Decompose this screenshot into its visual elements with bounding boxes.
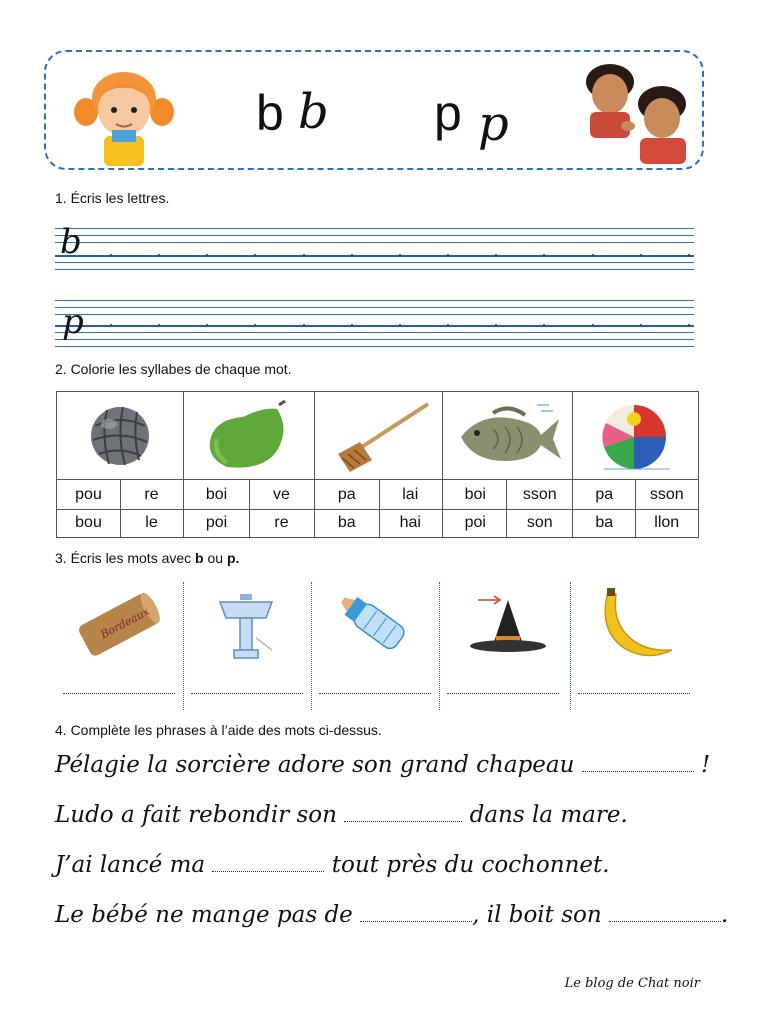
syllable-column-5: [573, 392, 698, 537]
girl-illustration: [64, 60, 179, 168]
syllable-table: [56, 391, 699, 538]
syllable-cell[interactable]: ba: [595, 514, 614, 531]
syllable-cell[interactable]: son: [526, 514, 553, 531]
sentence-blank[interactable]: [582, 770, 694, 772]
syllable-column-2: [184, 392, 315, 537]
syllable-cell[interactable]: re: [274, 514, 289, 531]
syllable-column-3: [315, 392, 443, 537]
section-1-title: 1. Écris les lettres.: [55, 190, 170, 206]
syllable-cell[interactable]: lai: [402, 486, 419, 503]
syllable-cell[interactable]: pou: [75, 486, 102, 503]
syllable-cell[interactable]: bou: [75, 514, 102, 531]
ballon-icon: [596, 399, 676, 473]
model-letter-p: p: [62, 302, 84, 342]
poire-icon: [203, 397, 295, 475]
sentence-1: Pélagie la sorcière adore son grand chapeau !: [55, 752, 711, 778]
bouchon-icon: [76, 588, 160, 660]
syllable-column-4: [443, 392, 573, 537]
letter-p-print: p: [434, 85, 462, 141]
syllable-cell[interactable]: ve: [273, 486, 290, 503]
section-4-title: 4. Complète les phrases à l’aide des mots ci-dessus.: [55, 722, 382, 738]
syllable-cell[interactable]: llon: [654, 514, 680, 531]
syllable-cell[interactable]: boi: [205, 486, 228, 503]
sentence-4: Le bébé ne mange pas de , il boit son .: [55, 902, 729, 928]
banane-icon: [594, 586, 676, 662]
boys-illustration: [580, 60, 698, 166]
divider: [311, 582, 312, 710]
syllable-column-1: [57, 392, 184, 537]
letter-b-cursive: b: [298, 84, 329, 140]
syllable-cell[interactable]: poi: [205, 514, 228, 531]
answer-blank[interactable]: [578, 692, 690, 694]
syllable-cell[interactable]: poi: [464, 514, 486, 531]
section-3-title: 3. Écris les mots avec b ou p.: [55, 550, 240, 566]
letter-b-print: b: [256, 85, 284, 141]
syllable-cell[interactable]: hai: [399, 514, 421, 531]
balai-icon: [324, 398, 434, 474]
divider: [439, 582, 440, 710]
syllable-cell[interactable]: sson: [522, 486, 557, 503]
sentence-2: Ludo a fait rebondir son dans la mare.: [55, 802, 628, 828]
syllable-cell[interactable]: le: [145, 514, 158, 531]
sentence-blank[interactable]: [609, 920, 721, 922]
divider: [570, 582, 571, 710]
model-letter-b: b: [60, 222, 82, 262]
letter-p-cursive: p: [478, 96, 509, 152]
svg-text:Bordeaux: Bordeaux: [98, 604, 152, 642]
chapeau-icon: [466, 592, 546, 656]
sentence-blank[interactable]: [344, 820, 462, 822]
answer-blank[interactable]: [191, 692, 303, 694]
syllable-cell[interactable]: pa: [595, 486, 614, 503]
sentence-blank[interactable]: [360, 920, 472, 922]
footer-credit: Le blog de Chat noir: [564, 976, 700, 991]
sentence-blank[interactable]: [212, 870, 324, 872]
biberon-icon: [334, 588, 420, 664]
poisson-icon: [453, 399, 563, 473]
answer-blank[interactable]: [447, 692, 559, 694]
answer-blank[interactable]: [63, 692, 175, 694]
syllable-cell[interactable]: boi: [464, 486, 486, 503]
syllable-cell[interactable]: sson: [649, 486, 684, 503]
lavabo-icon: [216, 588, 276, 662]
answer-blank[interactable]: [319, 692, 431, 694]
divider: [183, 582, 184, 710]
sentence-3: J’ai lancé ma tout près du cochonnet.: [55, 852, 610, 878]
syllable-cell[interactable]: ba: [337, 514, 356, 531]
boule-icon: [85, 404, 155, 468]
section-2-title: 2. Colorie les syllabes de chaque mot.: [55, 361, 292, 377]
syllable-cell[interactable]: pa: [337, 486, 356, 503]
syllable-cell[interactable]: re: [144, 486, 159, 503]
